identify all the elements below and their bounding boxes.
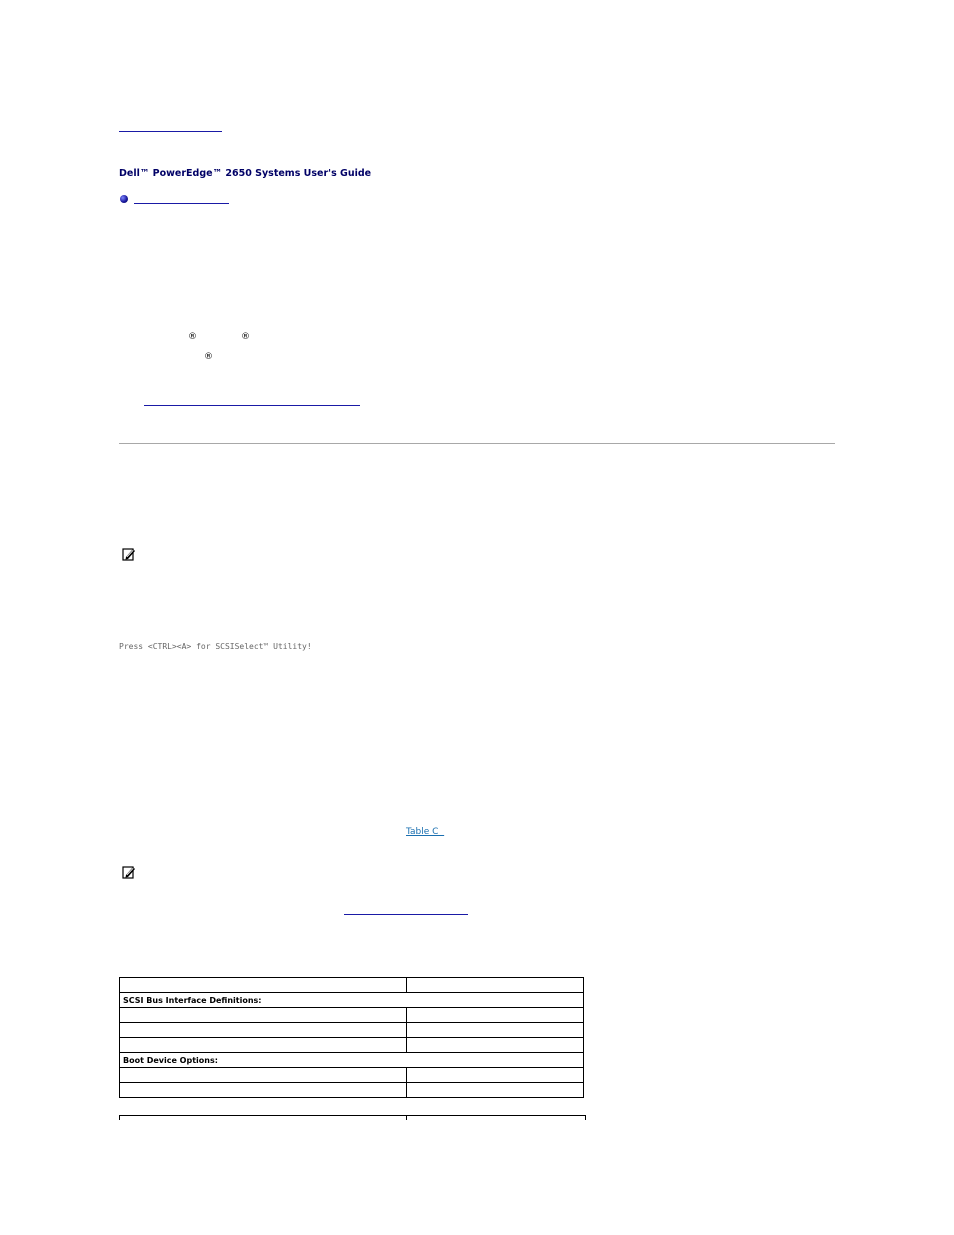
- table-cell: [407, 1083, 584, 1098]
- table-cell: [120, 978, 407, 993]
- table-row: [120, 1068, 584, 1083]
- table-cell: [407, 1068, 584, 1083]
- table-cell: [120, 1038, 407, 1053]
- table-section-header: SCSI Bus Interface Definitions:: [120, 993, 584, 1008]
- section-divider: [119, 443, 835, 444]
- table-row: [120, 1008, 584, 1023]
- note-pencil-icon: [122, 865, 136, 879]
- section-link[interactable]: [134, 203, 229, 204]
- top-nav-link[interactable]: [119, 131, 222, 132]
- table-section-header: Boot Device Options:: [120, 1053, 584, 1068]
- related-doc-link[interactable]: [144, 405, 360, 406]
- blue-sphere-bullet-icon: [120, 195, 128, 203]
- registered-mark-1: ®: [188, 332, 197, 342]
- table-reference-link[interactable]: Table C: [406, 827, 445, 837]
- table-row-partial: [119, 1115, 586, 1120]
- table-row: [120, 993, 584, 1008]
- table-row: [120, 1053, 584, 1068]
- note-pencil-icon: [122, 547, 136, 561]
- table-cell: [120, 1008, 407, 1023]
- scsi-settings-table: [119, 977, 584, 1098]
- page-title: Dell™ PowerEdge™ 2650 Systems User's Guide: [119, 168, 372, 179]
- table-cell: [407, 1038, 584, 1053]
- table-row: [120, 978, 584, 993]
- registered-mark-3: ®: [204, 352, 213, 362]
- table-row: [120, 1023, 584, 1038]
- table-cell: [120, 1068, 407, 1083]
- table-cell: [407, 1023, 584, 1038]
- table-cell: [120, 1023, 407, 1038]
- note-link[interactable]: [344, 914, 468, 915]
- table-cell: [407, 978, 584, 993]
- code-line: Press <CTRL><A> for SCSISelect™ Utility!: [119, 642, 312, 651]
- table-cell: [407, 1008, 584, 1023]
- table-cell: [120, 1083, 407, 1098]
- table-row: [120, 1083, 584, 1098]
- table-row: [120, 1038, 584, 1053]
- registered-mark-2: ®: [241, 332, 250, 342]
